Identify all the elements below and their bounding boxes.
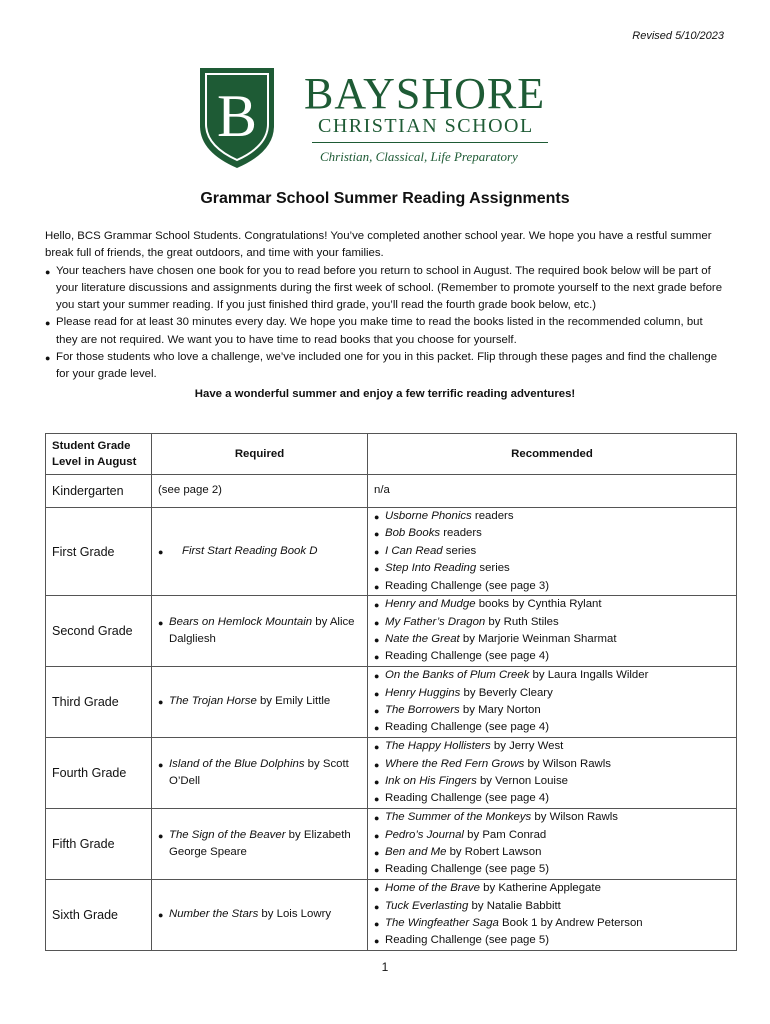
header-recommended: Recommended xyxy=(368,434,737,475)
school-logo xyxy=(196,64,576,174)
book-author: books by Cynthia Rylant xyxy=(475,598,602,611)
book-author: by Robert Lawson xyxy=(446,846,542,859)
book-title: Step Into Reading xyxy=(385,562,477,575)
book-author: by Elizabeth George Speare xyxy=(169,828,351,859)
book-author: by Vernon Louise xyxy=(476,775,568,788)
header-required: Required xyxy=(152,434,368,475)
book-author: readers xyxy=(440,527,482,540)
required-cell xyxy=(152,475,368,508)
book-title: Usborne Phonics xyxy=(385,510,472,522)
page-number: 1 xyxy=(381,960,389,974)
table-row xyxy=(46,809,737,880)
required-cell xyxy=(152,738,368,809)
book-title: Pedro’s Journal xyxy=(385,828,464,841)
table-row xyxy=(46,596,737,667)
book-author: readers xyxy=(471,510,514,522)
logo-divider xyxy=(312,142,548,143)
recommended-book xyxy=(374,578,730,595)
recommended-book xyxy=(374,880,730,897)
required-book xyxy=(158,614,361,649)
shield-letter: B xyxy=(216,83,258,149)
book-author: n/a xyxy=(374,484,390,497)
table-row xyxy=(46,508,737,596)
book-title: First Start Reading Book D xyxy=(182,544,318,557)
school-tagline: Christian, Classical, Life Preparatory xyxy=(320,149,518,164)
book-author: by Wilson Rawls xyxy=(524,757,611,770)
page-title: Grammar School Summer Reading Assignments xyxy=(200,190,570,207)
table-body xyxy=(46,475,737,951)
table-row xyxy=(46,880,737,951)
book-title: Number the Stars xyxy=(169,908,259,921)
table-header-row xyxy=(46,434,737,475)
recommended-book xyxy=(374,738,730,755)
book-title: Bears on Hemlock Mountain xyxy=(169,615,313,628)
book-title: Henry and Mudge xyxy=(385,598,476,611)
required-cell xyxy=(152,508,368,596)
recommended-book xyxy=(374,809,730,826)
recommended-book xyxy=(374,667,730,684)
intro-section xyxy=(45,228,725,403)
book-title: The Sign of the Beaver xyxy=(169,828,286,841)
table-row xyxy=(46,738,737,809)
recommended-book xyxy=(374,898,730,915)
required-cell xyxy=(152,667,368,738)
book-author: Reading Challenge (see page 5) xyxy=(385,863,550,876)
grade-cell: Third Grade xyxy=(46,667,152,738)
shield-crest-icon xyxy=(196,64,278,170)
required-cell xyxy=(152,809,368,880)
book-title: Home of the Brave xyxy=(385,882,480,895)
required-book xyxy=(158,482,361,499)
recommended-book xyxy=(374,756,730,773)
book-title: The Borrowers xyxy=(385,704,460,717)
recommended-cell xyxy=(368,667,737,738)
book-author: by Wilson Rawls xyxy=(531,811,618,824)
recommended-book xyxy=(374,719,730,736)
school-subtitle: CHRISTIAN SCHOOL xyxy=(318,115,534,137)
required-book xyxy=(158,906,361,923)
required-book xyxy=(158,693,361,710)
recommended-book xyxy=(374,702,730,719)
revised-date: Revised 5/10/2023 xyxy=(632,30,724,42)
book-title: Bob Books xyxy=(385,527,441,540)
intro-paragraph: Hello, BCS Grammar School Students. Congratulations! You’ve completed another school year. We hope you have a restful summer break full of friends, the great outdoors, and time with your families. xyxy=(45,230,712,260)
recommended-book xyxy=(374,525,730,542)
school-name: BAYSHORE xyxy=(304,69,546,118)
recommended-book xyxy=(374,596,730,613)
book-title: My Father’s Dragon xyxy=(385,615,486,628)
instruction-item: ● For those students who love a challenge, we’ve included one for you in this packet. Flip through these pages and find the challenge for your grade level. xyxy=(45,349,725,384)
book-title: Ink on His Fingers xyxy=(385,775,477,788)
book-author: by Ruth Stiles xyxy=(485,615,559,628)
grade-cell: First Grade xyxy=(46,508,152,596)
recommended-cell xyxy=(368,880,737,951)
recommended-book xyxy=(374,648,730,665)
book-author: series xyxy=(442,544,477,557)
required-book xyxy=(158,827,361,862)
table-row xyxy=(46,475,737,508)
book-author: by Pam Conrad xyxy=(463,828,547,841)
book-author: by Natalie Babbitt xyxy=(468,899,561,912)
book-title: Henry Huggins xyxy=(385,686,461,699)
required-cell xyxy=(152,880,368,951)
recommended-cell xyxy=(368,475,737,508)
book-title: Ben and Me xyxy=(385,846,447,859)
book-author: by Beverly Cleary xyxy=(460,686,553,699)
grade-cell: Second Grade xyxy=(46,596,152,667)
recommended-book xyxy=(374,915,730,932)
recommended-cell xyxy=(368,508,737,596)
reading-table xyxy=(45,433,737,951)
instruction-item: ● Your teachers have chosen one book for you to read before you return to school in August. The required book below will be part of your literature discussions and assignments during the first week of school. (Remember to promote yourself to the next grade before you start your summer reading. If you just finished third grade, you’ll read the fourth grade book below, etc.) xyxy=(45,263,725,315)
book-author: by Mary Norton xyxy=(459,704,541,717)
recommended-book xyxy=(374,861,730,878)
book-title: Nate the Great xyxy=(385,633,460,646)
book-title: The Trojan Horse xyxy=(169,695,257,708)
grade-cell: Kindergarten xyxy=(46,475,152,508)
book-author: Reading Challenge (see page 4) xyxy=(385,721,550,734)
table-row xyxy=(46,667,737,738)
required-book xyxy=(158,756,361,791)
header-grade: Student Grade Level in August xyxy=(46,434,152,475)
book-author: Reading Challenge (see page 5) xyxy=(385,934,550,947)
recommended-book xyxy=(374,844,730,861)
book-author: Reading Challenge (see page 4) xyxy=(385,792,550,805)
book-title: Where the Red Fern Grows xyxy=(385,757,525,770)
required-book xyxy=(158,543,361,560)
book-author: (see page 2) xyxy=(158,484,222,497)
book-author: by Laura Ingalls Wilder xyxy=(529,669,649,682)
recommended-cell xyxy=(368,809,737,880)
book-author: series xyxy=(476,562,510,575)
grade-cell: Sixth Grade xyxy=(46,880,152,951)
recommended-book xyxy=(374,482,730,499)
recommended-book xyxy=(374,773,730,790)
book-title: The Happy Hollisters xyxy=(385,740,491,753)
book-author: by Katherine Applegate xyxy=(479,882,601,895)
book-author: by Emily Little xyxy=(256,695,331,708)
recommended-book xyxy=(374,685,730,702)
book-author: Reading Challenge (see page 3) xyxy=(385,579,550,592)
recommended-book xyxy=(374,560,730,577)
instructions-list xyxy=(45,263,725,384)
book-author: by Marjorie Weinman Sharmat xyxy=(459,633,617,646)
recommended-cell xyxy=(368,596,737,667)
grade-cell: Fifth Grade xyxy=(46,809,152,880)
recommended-cell xyxy=(368,738,737,809)
book-author: Book 1 by Andrew Peterson xyxy=(498,917,643,930)
required-cell xyxy=(152,596,368,667)
recommended-book xyxy=(374,543,730,560)
recommended-book xyxy=(374,508,730,525)
book-author: by Jerry West xyxy=(490,740,564,753)
book-author: by Scott O’Dell xyxy=(169,757,349,788)
recommended-book xyxy=(374,631,730,648)
book-title: Tuck Everlasting xyxy=(385,899,469,912)
book-author: by Lois Lowry xyxy=(258,908,332,921)
recommended-book xyxy=(374,614,730,631)
book-author: Reading Challenge (see page 4) xyxy=(385,650,550,663)
recommended-book xyxy=(374,932,730,949)
book-title: I Can Read xyxy=(385,544,443,557)
book-author: by Alice Dalgliesh xyxy=(169,615,355,646)
book-title: The Summer of the Monkeys xyxy=(385,811,532,824)
book-title: Island of the Blue Dolphins xyxy=(169,757,305,770)
book-title: On the Banks of Plum Creek xyxy=(385,669,530,682)
recommended-book xyxy=(374,827,730,844)
instruction-item: ● Please read for at least 30 minutes every day. We hope you make time to read the books listed in the recommended column, but they are not required. We want you to have time to read books that you choose for yourself. xyxy=(45,314,725,349)
book-title: The Wingfeather Saga xyxy=(385,917,499,930)
recommended-book xyxy=(374,790,730,807)
grade-cell: Fourth Grade xyxy=(46,738,152,809)
closing-line: Have a wonderful summer and enjoy a few terrific reading adventures! xyxy=(194,387,576,400)
